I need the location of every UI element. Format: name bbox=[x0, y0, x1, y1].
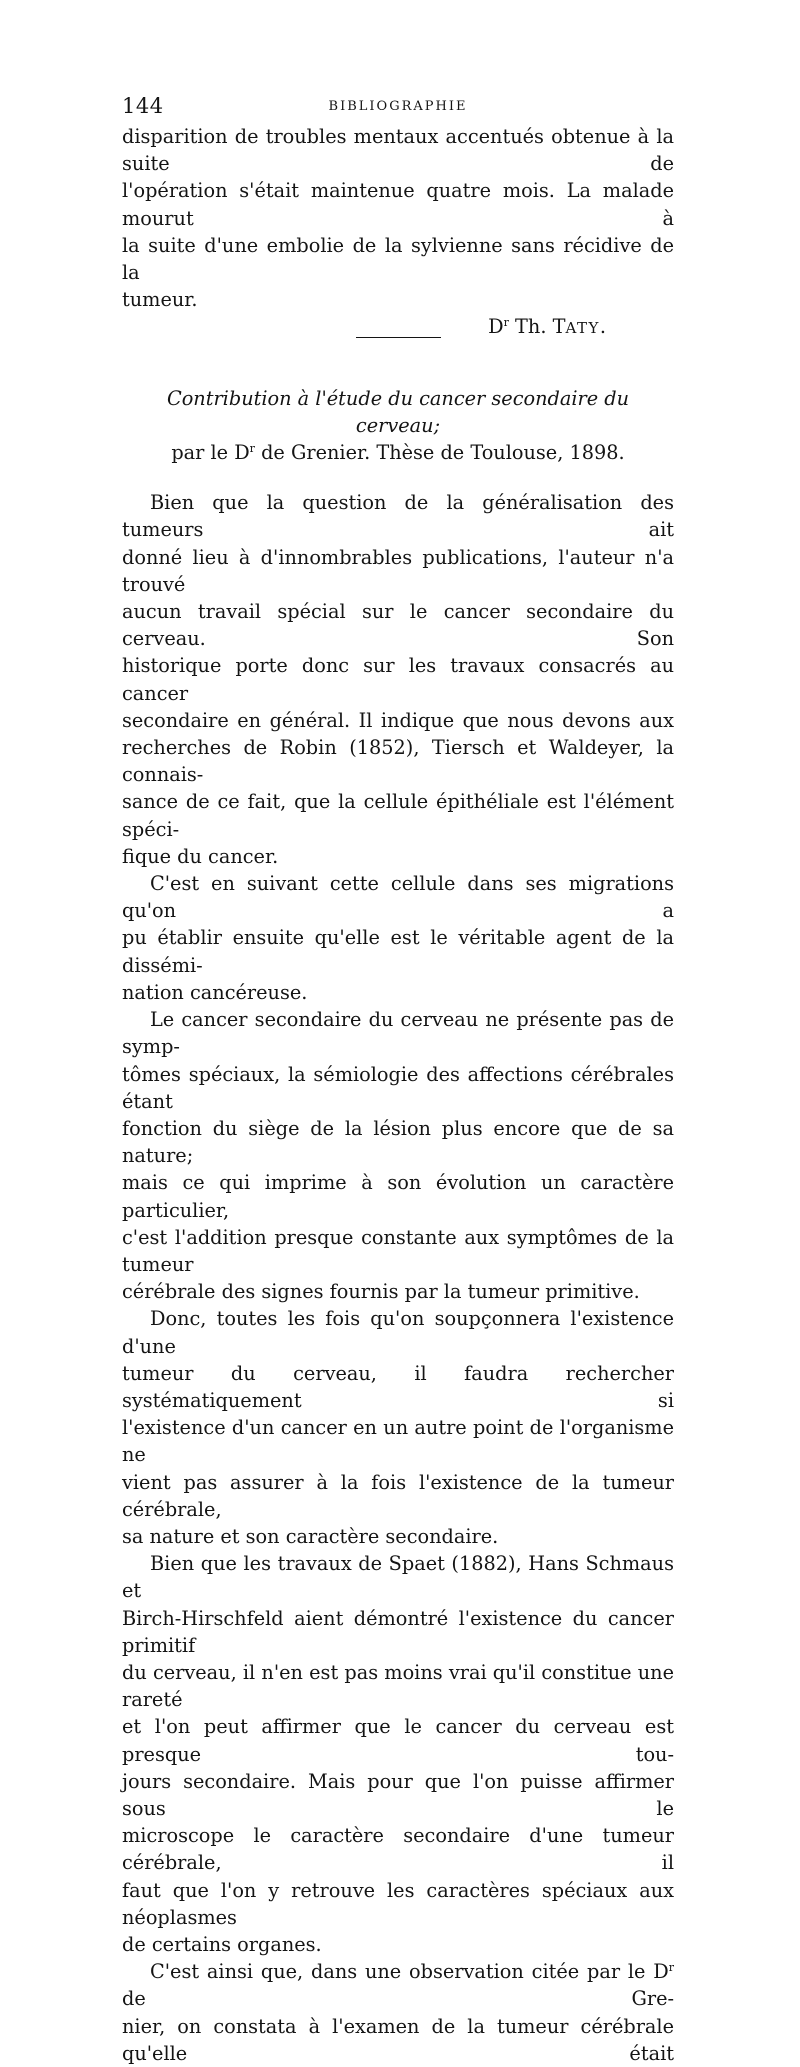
signature-name-end: . bbox=[599, 315, 606, 339]
text-line: mais ce qui imprime à son évolution un caractère particulier, bbox=[122, 1171, 674, 1222]
text-line: jours secondaire. Mais pour que l'on puisse affirmer sous le bbox=[122, 1769, 674, 1820]
text-line: sance de ce fait, que la cellule épithéliale est l'élément spéci- bbox=[122, 790, 674, 841]
paragraph-2 bbox=[122, 870, 674, 1006]
paragraph-3 bbox=[122, 1006, 674, 1305]
paragraph-1 bbox=[122, 489, 674, 870]
signature-prefix-sup: r bbox=[503, 316, 509, 330]
page-number: 144 bbox=[122, 94, 164, 118]
text-line: l'opération s'était maintenue quatre mois. La malade mourut à bbox=[122, 179, 674, 230]
text-line: Donc, toutes les fois qu'on soupçonnera l'existence d'une bbox=[122, 1307, 674, 1358]
text-line: sa nature et son caractère secondaire. bbox=[122, 1524, 499, 1548]
text-sup: r bbox=[668, 1961, 674, 1975]
text-line: recherches de Robin (1852), Tiersch et Waldeyer, la connais- bbox=[122, 736, 674, 787]
page-header bbox=[122, 94, 674, 118]
text-line: faut que l'on y retrouve les caractères spéciaux aux néoplasmes bbox=[122, 1878, 674, 1929]
running-head: BIBLIOGRAPHIE bbox=[328, 99, 468, 114]
citation-sup: r bbox=[249, 442, 255, 456]
paragraph-5 bbox=[122, 1550, 674, 1958]
text-line: cérébrale des signes fournis par la tumeur primitive. bbox=[122, 1280, 640, 1304]
citation-part: de Grenier. Thèse de Toulouse, 1898. bbox=[254, 441, 625, 465]
text-line: secondaire en général. Il indique que nous devons aux bbox=[122, 708, 674, 732]
review-title: Contribution à l'étude du cancer secondaire du cerveau; bbox=[166, 386, 630, 437]
text-line: Le cancer secondaire du cerveau ne présente pas de symp- bbox=[122, 1008, 674, 1059]
text-line: fonction du siège de la lésion plus encore que de sa nature; bbox=[122, 1116, 674, 1168]
text-line: nier, on constata à l'examen de la tumeur cérébrale qu'elle était bbox=[122, 2014, 674, 2065]
text-line: Bien que la question de la généralisation des tumeurs ait bbox=[122, 491, 674, 542]
signature-prefix: D bbox=[488, 315, 504, 339]
review-citation bbox=[122, 439, 674, 466]
text-line: l'existence d'un cancer en un autre point de l'organisme ne bbox=[122, 1416, 674, 1467]
text-line: la suite d'une embolie de la sylvienne sans récidive de la bbox=[122, 233, 674, 285]
text-part: de Gre- bbox=[122, 1987, 674, 2011]
text-line: fique du cancer. bbox=[122, 844, 279, 868]
review-heading bbox=[122, 385, 674, 467]
text-line: nation cancéreuse. bbox=[122, 980, 308, 1004]
text-line: Birch-Hirschfeld aient démontré l'existence du cancer primitif bbox=[122, 1606, 674, 1657]
text-line: pu établir ensuite qu'elle est le véritable agent de la dissémi- bbox=[122, 926, 674, 977]
citation-part: par le D bbox=[171, 441, 250, 465]
page-body bbox=[122, 123, 674, 2067]
text-line: vient pas assurer à la fois l'existence de la tumeur cérébrale, bbox=[122, 1470, 674, 1521]
text-line: tumeur. bbox=[122, 288, 198, 312]
text-line: du cerveau, il n'en est pas moins vrai qu'il constitue une rareté bbox=[122, 1660, 674, 1712]
text-line: et l'on peut affirmer que le cancer du cerveau est presque tou- bbox=[122, 1715, 674, 1766]
text-line: donné lieu à d'innombrables publications, l'auteur n'a trouvé bbox=[122, 545, 674, 596]
text-line: c'est l'addition presque constante aux symptômes de la tumeur bbox=[122, 1225, 674, 1276]
text-line: aucun travail spécial sur le cancer secondaire du cerveau. Son bbox=[122, 600, 674, 651]
text-line: microscope le caractère secondaire d'une tumeur cérébrale, il bbox=[122, 1824, 674, 1875]
text-line: de certains organes. bbox=[122, 1933, 322, 1956]
paragraph-4 bbox=[122, 1305, 674, 1550]
text-part: C'est ainsi que, dans une observation citée par le D bbox=[150, 1960, 669, 1984]
signature-name-start: Th. T bbox=[508, 315, 566, 339]
text-line: historique porte donc sur les travaux consacrés au cancer bbox=[122, 654, 674, 705]
text-line: tumeur du cerveau, il faudra rechercher systématiquement si bbox=[122, 1361, 674, 1412]
text-line bbox=[122, 1958, 674, 2012]
text-line: Bien que les travaux de Spaet (1882), Hans Schmaus et bbox=[122, 1552, 674, 1603]
text-line: disparition de troubles mentaux accentués obtenue à la suite de bbox=[122, 125, 674, 176]
text-line: C'est en suivant cette cellule dans ses migrations qu'on a bbox=[122, 872, 674, 923]
intro-paragraph bbox=[122, 123, 674, 313]
paragraph-6 bbox=[122, 1958, 674, 2067]
text-line: tômes spéciaux, la sémiologie des affections cérébrales étant bbox=[122, 1062, 674, 1113]
signature-name-smallcaps: ATY bbox=[565, 319, 600, 338]
author-signature bbox=[122, 313, 674, 342]
